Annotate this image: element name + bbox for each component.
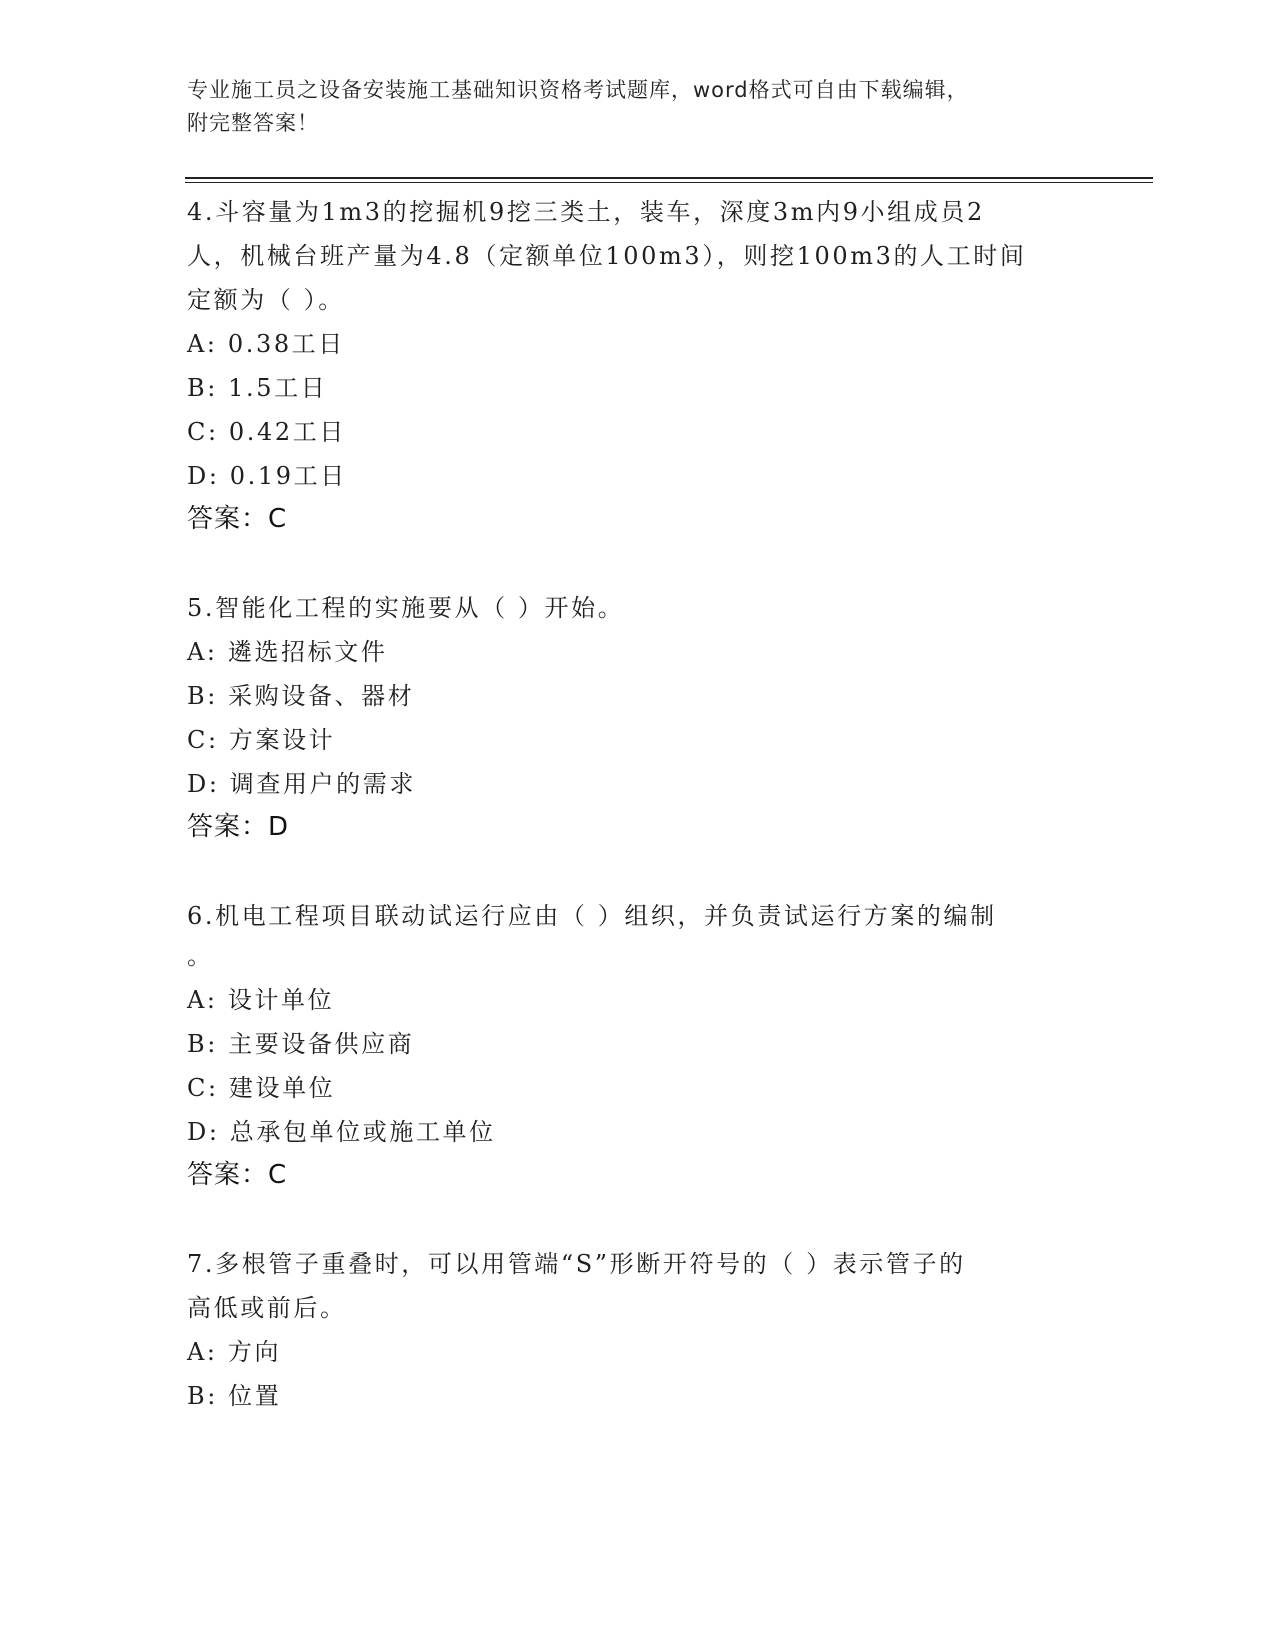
question-4-option-d: D: 0.19工日: [187, 462, 347, 490]
question-6-answer: 答案：C: [187, 1160, 288, 1190]
header-divider: [185, 177, 1153, 179]
question-5-answer: 答案：D: [187, 812, 290, 842]
question-4-option-c: C: 0.42工日: [187, 418, 346, 446]
question-4-stem-line-3: 定额为（ ）。: [187, 286, 345, 314]
question-6-option-a: A: 设计单位: [187, 986, 335, 1014]
header-line-1: 专业施工员之设备安装施工基础知识资格考试题库，word格式可自由下载编辑，: [187, 78, 969, 102]
question-7-option-a: A: 方向: [187, 1338, 282, 1366]
question-7-stem-line-2: 高低或前后。: [187, 1294, 347, 1322]
question-4-stem-line-2: 人，机械台班产量为4.8（定额单位100m3），则挖100m3的人工时间: [187, 242, 1027, 270]
header-divider-thin: [185, 182, 1153, 183]
question-4-stem-line-1: 4.斗容量为1m3的挖掘机9挖三类土，装车，深度3m内9小组成员2: [187, 198, 985, 226]
question-7-stem-line-1: 7.多根管子重叠时，可以用管端“S”形断开符号的（ ）表示管子的: [187, 1250, 966, 1278]
question-4-option-b: B: 1.5工日: [187, 374, 328, 402]
question-5-stem-line-1: 5.智能化工程的实施要从（ ）开始。: [187, 594, 625, 622]
question-4-answer: 答案：C: [187, 504, 288, 534]
question-4-option-a: A: 0.38工日: [187, 330, 345, 358]
question-6-option-c: C: 建设单位: [187, 1074, 336, 1102]
document-header: [187, 74, 1067, 140]
question-7-option-b: B: 位置: [187, 1382, 282, 1410]
header-line-2: 附完整答案！: [187, 111, 319, 135]
question-5-option-c: C: 方案设计: [187, 726, 336, 754]
question-5-option-b: B: 采购设备、器材: [187, 682, 415, 710]
question-6-option-d: D: 总承包单位或施工单位: [187, 1118, 496, 1146]
question-6-stem-line-2: 。: [187, 942, 214, 970]
question-6-stem-line-1: 6.机电工程项目联动试运行应由（ ）组织，并负责试运行方案的编制: [187, 902, 997, 930]
question-5-option-d: D: 调查用户的需求: [187, 770, 416, 798]
question-6-option-b: B: 主要设备供应商: [187, 1030, 415, 1058]
question-5-option-a: A: 遴选招标文件: [187, 638, 388, 666]
